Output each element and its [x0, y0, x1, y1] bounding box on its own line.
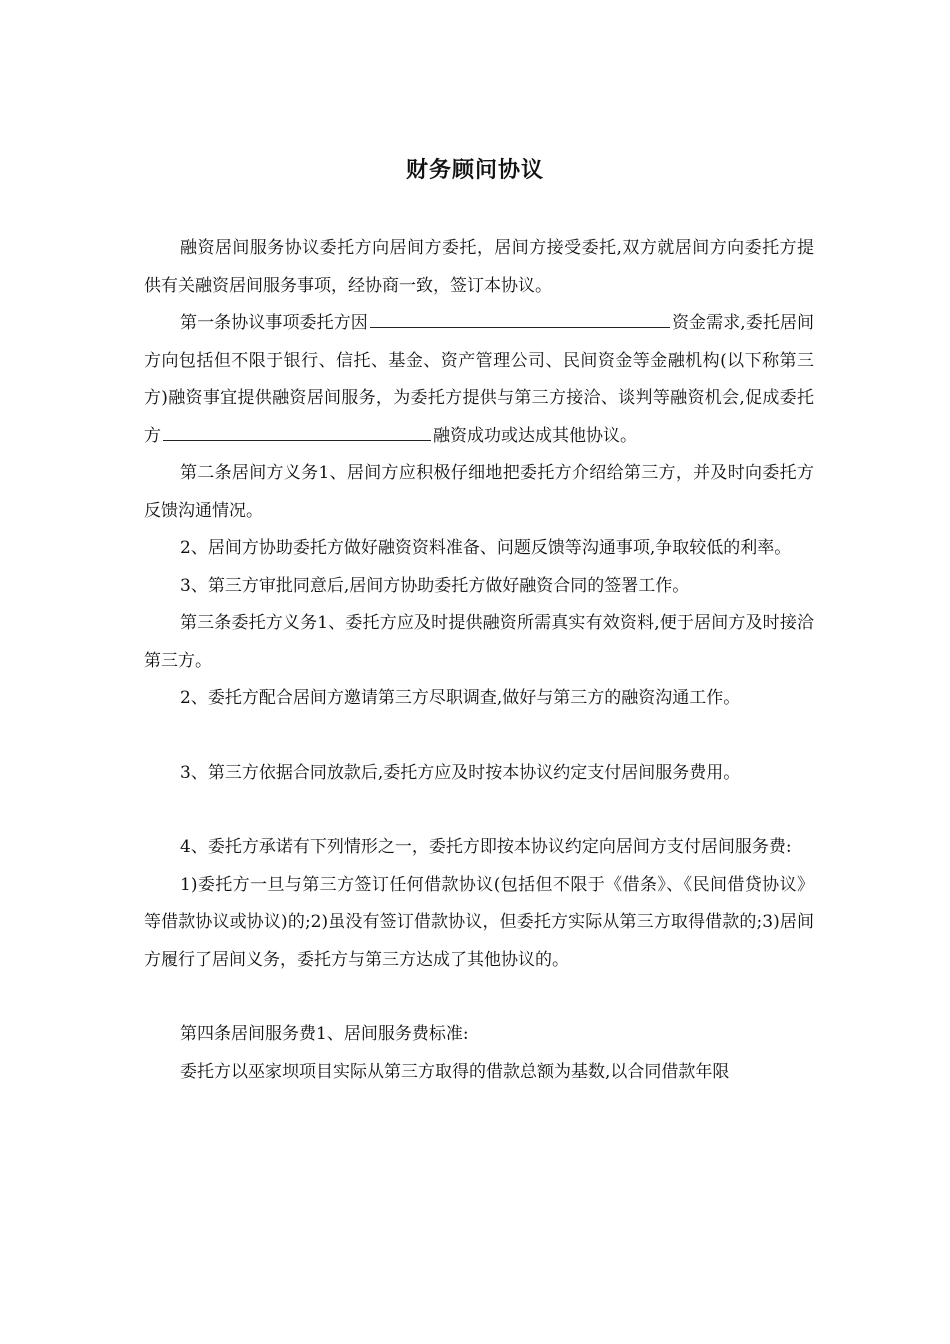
paragraph-article-4-fee-basis: 委托方以巫家坝项目实际从第三方取得的借款总额为基数,以合同借款年限	[180, 1061, 730, 1082]
paragraph-article-3-item-1: 第三条委托方义务1、委托方应及时提供融资所需真实有效资料,便于居间方及时接洽第三方。	[144, 613, 814, 671]
paragraph-article-3-item-4-cases: 1)委托方一旦与第三方签订任何借款协议(包括但不限于《借条》、《民间借贷协议》等借款协议或协议)的;2)虽没有签订借款协议，但委托方实际从第三方取得借款的;3)居间方履行了居间义务，委托方与第三方达成了其他协议的。	[144, 874, 814, 970]
paragraph-article-2-item-2: 2、居间方协助委托方做好融资资料准备、问题反馈等沟通事项,争取较低的利率。	[180, 538, 792, 558]
paragraph-article-1	[144, 305, 814, 455]
article-1-middle: 资金需求,委托居间方向包括但不限于银行、信托、基金、资产管理公司、民间资金等金融机构(以下称第三方)融资事宜提供融资居间服务，为委托方提供与第三方接洽、谈判等融资机会,促成委托方	[144, 313, 815, 446]
paragraph-article-2-item-3: 3、第三方审批同意后,居间方协助委托方做好融资合同的签署工作。	[180, 575, 690, 596]
paragraph-article-3-item-2: 2、委托方配合居间方邀请第三方尽职调查,做好与第三方的融资沟通工作。	[180, 688, 741, 708]
paragraph-article-2-item-1: 第二条居间方义务1、居间方应积极仔细地把委托方介绍给第三方，并及时向委托方反馈沟通情况。	[144, 463, 814, 521]
article-1-end: 融资成功或达成其他协议。	[433, 425, 637, 446]
paragraph-intro: 融资居间服务协议委托方向居间方委托，居间方接受委托,双方就居间方向委托方提供有关融资居间服务事项，经协商一致，签订本协议。	[144, 238, 814, 296]
document-title: 财务顾问协议	[405, 157, 544, 183]
article-1-lead: 第一条协议事项委托方因	[180, 313, 368, 333]
paragraph-article-3-item-4: 4、委托方承诺有下列情形之一，委托方即按本协议约定向居间方支付居间服务费:	[180, 837, 792, 857]
paragraph-article-4-heading: 第四条居间服务费1、居间服务费标准:	[180, 1024, 469, 1044]
fill-blank-financing-party[interactable]	[163, 418, 431, 441]
paragraph-article-3-item-3: 3、第三方依据合同放款后,委托方应及时按本协议约定支付居间服务费用。	[180, 762, 741, 783]
fill-blank-funding-need[interactable]	[370, 305, 670, 328]
document-body	[144, 230, 814, 1091]
